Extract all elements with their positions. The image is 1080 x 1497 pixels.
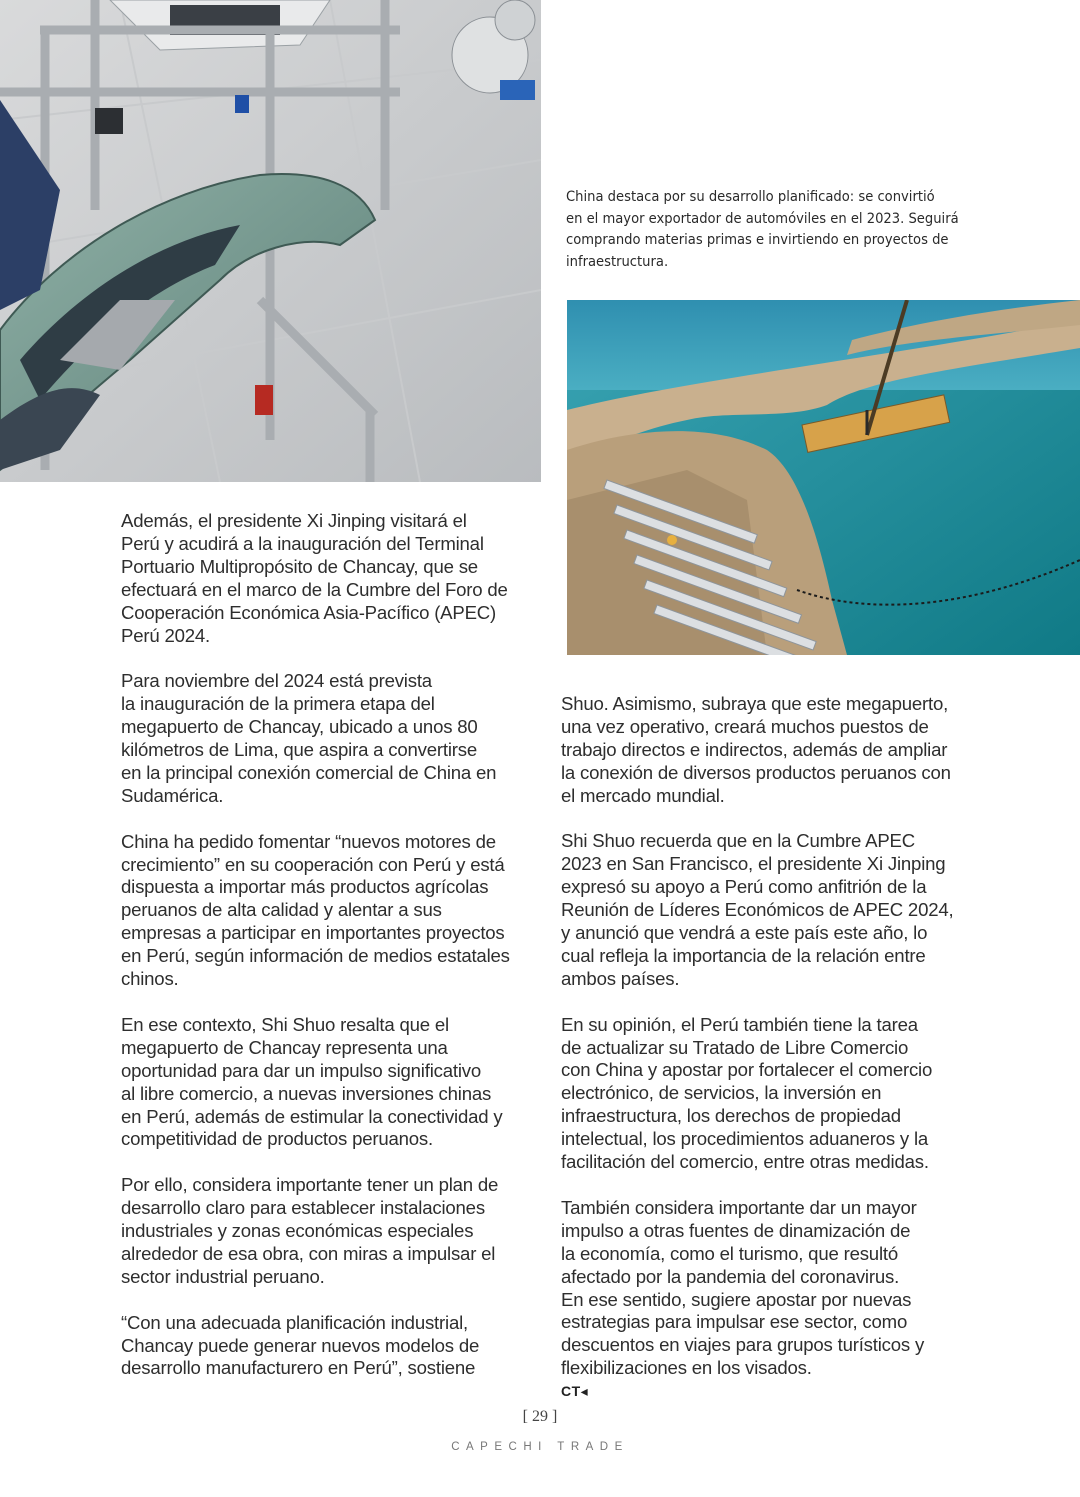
paragraph (121, 1014, 531, 1151)
text-line: En ese sentido, sugiere apostar por nuevas (561, 1288, 912, 1310)
text-line: estrategias para impulsar ese sector, como (561, 1311, 908, 1333)
text-line: afectado por la pandemia del coronavirus. (561, 1265, 900, 1287)
text-line: Shi Shuo recuerda que en la Cumbre APEC (561, 830, 915, 852)
text-line: Shuo. Asimismo, subraya que este megapuerto, (561, 693, 949, 714)
text-line (561, 1357, 971, 1403)
paragraph (121, 670, 531, 807)
text-line: efectuará en el marco de la Cumbre del Foro de (121, 578, 508, 600)
text-line: competitividad de productos peruanos. (121, 1128, 433, 1150)
paragraph (561, 1197, 971, 1403)
text-line: con China y apostar por fortalecer el comercio (561, 1059, 933, 1081)
end-mark: CT◂ (561, 1383, 589, 1400)
text-line: facilitación del comercio, entre otras medidas. (561, 1151, 929, 1173)
text-line: chinos. (121, 968, 179, 990)
text-line: empresas a participar en importantes proyectos (121, 922, 505, 944)
text-line: Reunión de Líderes Económicos de APEC 2024, (561, 899, 954, 921)
text-line: industriales y zonas económicas especiales (121, 1220, 474, 1242)
text-line: Sudamérica. (121, 784, 224, 806)
text-line: Para noviembre del 2024 está prevista (121, 670, 432, 692)
port-construction-icon (567, 300, 1080, 655)
text-line: electrónico, de servicios, la inversión en (561, 1082, 882, 1104)
text-line: Portuario Multipropósito de Chancay, que se (121, 555, 478, 577)
text-line: crecimiento” en su cooperación con Perú y está (121, 853, 505, 875)
text-line: megapuerto de Chancay representa una (121, 1036, 448, 1058)
text-line: En su opinión, el Perú también tiene la tarea (561, 1013, 918, 1035)
text-line: sector industrial peruano. (121, 1265, 325, 1287)
text-line: peruanos de alta calidad y alentar a sus (121, 899, 442, 921)
text-line: descuentos en viajes para grupos turísticos y (561, 1334, 925, 1356)
text-line: en Perú, además de estimular la conectividad y (121, 1105, 503, 1127)
paragraph (121, 1312, 531, 1381)
caption-line: comprando materias primas e invirtiendo en proyectos de (566, 231, 949, 248)
magazine-brand: CAPECHI TRADE (451, 1441, 629, 1453)
text-line: de actualizar su Tratado de Libre Comercio (561, 1036, 909, 1058)
text-line: kilómetros de Lima, que aspira a convertirse (121, 739, 478, 761)
caption-line: infraestructura. (566, 252, 669, 270)
text-line: el mercado mundial. (561, 784, 725, 806)
text-line: Perú 2024. (121, 624, 210, 646)
text-line: infraestructura, los derechos de propiedad (561, 1105, 901, 1127)
text-line: desarrollo claro para establecer instalaciones (121, 1197, 485, 1219)
page-number: [ 29 ] (522, 1408, 558, 1425)
text-line: cual refleja la importancia de la relación entre (561, 944, 926, 966)
text-line-last: flexibilizaciones en los visados. (561, 1357, 812, 1379)
text-line: en Perú, según información de medios estatales (121, 945, 510, 967)
text-line: al libre comercio, a nuevas inversiones chinas (121, 1082, 492, 1104)
article-right-column (561, 693, 971, 1403)
text-line: en la principal conexión comercial de China en (121, 761, 497, 783)
text-line: En ese contexto, Shi Shuo resalta que el (121, 1013, 449, 1035)
text-line: Por ello, considera importante tener un plan de (121, 1174, 499, 1196)
text-line: dispuesta a importar más productos agrícolas (121, 876, 489, 898)
text-line: China ha pedido fomentar “nuevos motores de (121, 830, 496, 852)
text-line: intelectual, los procedimientos aduaneros y la (561, 1128, 929, 1150)
text-line: ambos países. (561, 967, 680, 989)
text-line: oportunidad para dar un impulso significativo (121, 1059, 481, 1081)
photo-caption (566, 186, 986, 272)
paragraph (121, 1174, 531, 1289)
text-line: trabajo directos e indirectos, además de ampliar (561, 738, 948, 760)
caption-line: en el mayor exportador de automóviles en el 2023. Seguirá (566, 209, 959, 227)
text-line: Chancay puede generar nuevos modelos de (121, 1334, 480, 1356)
text-line: 2023 en San Francisco, el presidente Xi Jinping (561, 853, 946, 875)
text-line: Además, el presidente Xi Jinping visitará el (121, 510, 467, 531)
text-line: Perú y acudirá a la inauguración del Terminal (121, 532, 484, 554)
text-line: expresó su apoyo a Perú como anfitrión de la (561, 876, 927, 898)
text-line: la economía, como el turismo, que resultó (561, 1242, 898, 1264)
text-line: y anunció que vendrá a este país este año, lo (561, 922, 928, 944)
car-assembly-photo (0, 0, 541, 482)
caption-line: China destaca por su desarrollo planificado: se convirtió (566, 188, 935, 205)
text-line: alrededor de esa obra, con miras a impulsar el (121, 1242, 496, 1264)
text-line: También considera importante dar un mayor (561, 1196, 917, 1218)
text-line: megapuerto de Chancay, ubicado a unos 80 (121, 716, 478, 738)
article-left-column (121, 510, 531, 1380)
paragraph (561, 830, 971, 990)
port-aerial-photo (567, 300, 1080, 655)
paragraph (121, 831, 531, 991)
text-line: impulso a otras fuentes de dinamización de (561, 1219, 911, 1241)
text-line: la inauguración de la primera etapa del (121, 693, 435, 715)
paragraph (121, 510, 531, 647)
text-line: Cooperación Económica Asia-Pacífico (APEC) (121, 601, 497, 623)
paragraph (561, 1014, 971, 1174)
text-line: la conexión de diversos productos peruanos con (561, 761, 951, 783)
text-line: desarrollo manufacturero en Perú”, sostiene (121, 1357, 476, 1379)
car-assembly-line-icon (0, 0, 541, 482)
text-line: una vez operativo, creará muchos puestos de (561, 715, 929, 737)
text-line: “Con una adecuada planificación industrial, (121, 1311, 468, 1333)
paragraph (561, 693, 971, 808)
